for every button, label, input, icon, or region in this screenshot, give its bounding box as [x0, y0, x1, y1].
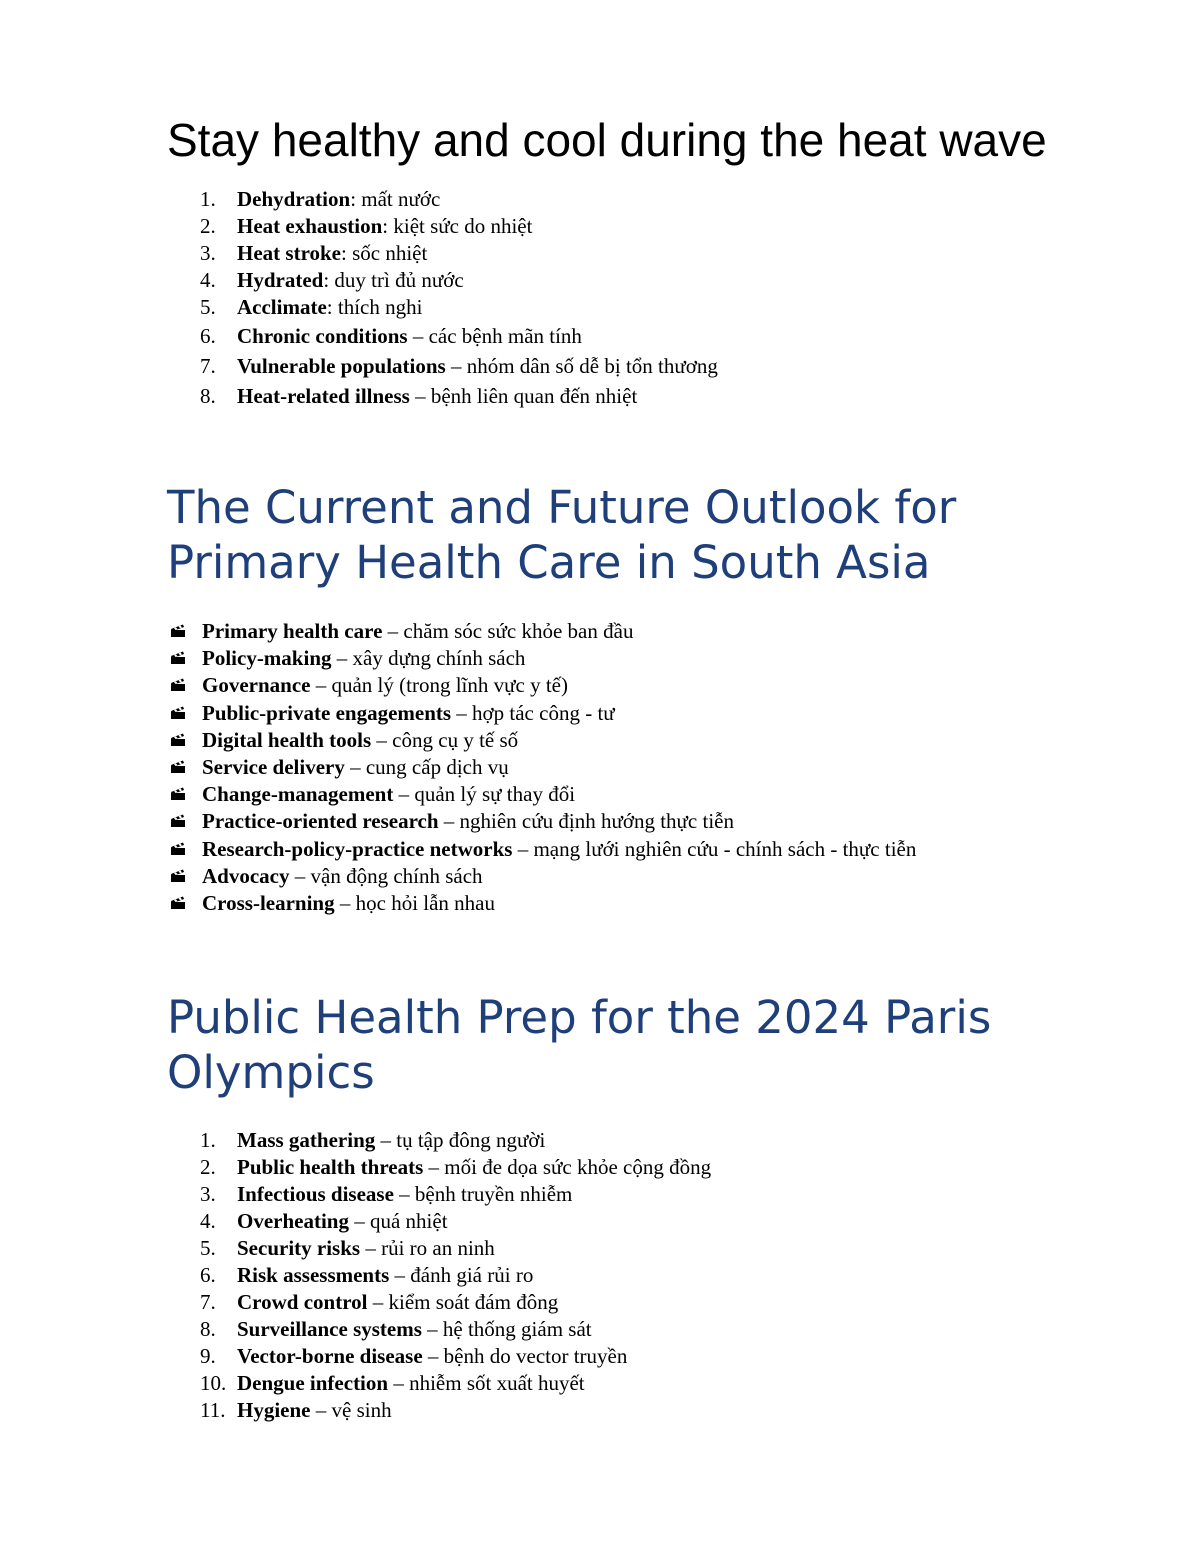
item-meaning: sốc nhiệt — [352, 241, 428, 265]
item-term: Heat stroke — [237, 241, 342, 265]
list-item — [168, 836, 916, 863]
item-number: 11. — [200, 1398, 226, 1422]
item-number: 4. — [200, 1209, 216, 1233]
item-meaning: rủi ro an ninh — [381, 1236, 495, 1260]
item-term: Dehydration — [237, 187, 351, 211]
item-number: 2. — [200, 1155, 216, 1179]
list-item — [168, 618, 916, 645]
list-item — [200, 1181, 711, 1208]
item-separator: : — [382, 214, 394, 238]
clapperboard-icon — [170, 814, 186, 828]
item-separator: – — [409, 384, 431, 408]
item-meaning: cung cấp dịch vụ — [365, 755, 509, 780]
item-separator: – — [348, 1209, 370, 1233]
list-item — [200, 1289, 711, 1316]
item-meaning: thích nghi — [337, 295, 423, 319]
item-meaning: mạng lưới nghiên cứu - chính sách - thực tiễn — [533, 836, 917, 861]
item-separator: – — [360, 1236, 382, 1260]
item-separator: : — [341, 241, 353, 265]
item-meaning: xây dựng chính sách — [352, 646, 526, 671]
item-number: 8. — [200, 384, 216, 408]
item-separator: – — [393, 782, 415, 807]
item-number: 1. — [200, 1128, 216, 1152]
item-term: Change-management — [202, 782, 394, 807]
item-term: Chronic conditions — [237, 324, 408, 348]
item-meaning: bệnh liên quan đến nhiệt — [430, 384, 638, 408]
item-number: 6. — [200, 1263, 216, 1287]
item-term: Cross-learning — [202, 891, 335, 916]
item-separator: – — [388, 1371, 410, 1395]
item-separator: – — [451, 700, 473, 725]
item-separator: – — [445, 354, 467, 378]
item-term: Advocacy — [202, 863, 290, 888]
item-separator: – — [344, 755, 366, 780]
item-term: Governance — [202, 673, 311, 698]
item-number: 5. — [200, 1236, 216, 1260]
clapperboard-icon — [170, 760, 186, 774]
list-item — [168, 808, 916, 835]
item-number: 3. — [200, 1182, 216, 1206]
list-item — [200, 1127, 711, 1154]
clapperboard-icon — [170, 896, 186, 910]
item-term: Public health threats — [237, 1155, 424, 1179]
item-term: Security risks — [237, 1236, 361, 1260]
item-number: 7. — [200, 354, 216, 378]
item-meaning: công cụ y tế số — [392, 727, 519, 752]
list-item — [200, 186, 718, 213]
item-number: 1. — [200, 187, 216, 211]
item-term: Hydrated — [237, 268, 324, 292]
item-number: 6. — [200, 324, 216, 348]
item-term: Dengue infection — [237, 1371, 389, 1395]
list-item — [200, 294, 718, 321]
item-separator: – — [389, 1263, 411, 1287]
item-separator: – — [375, 1128, 397, 1152]
list-item — [200, 1316, 711, 1343]
clapperboard-icon — [170, 624, 186, 638]
item-meaning: nhóm dân số dễ bị tổn thương — [466, 354, 718, 378]
list-item — [200, 1343, 711, 1370]
section3-title: Public Health Prep for the 2024 Paris Olympics — [167, 991, 992, 1099]
item-meaning: vận động chính sách — [310, 863, 483, 888]
item-term: Service delivery — [202, 755, 345, 780]
item-meaning: chăm sóc sức khỏe ban đầu — [403, 619, 634, 643]
item-meaning: bệnh truyền nhiễm — [414, 1182, 573, 1206]
item-term: Research-policy-practice networks — [202, 836, 513, 861]
clapperboard-icon — [170, 678, 186, 692]
section2-title: The Current and Future Outlook for Primary Health Care in South Asia — [167, 481, 957, 589]
item-separator: : — [326, 295, 338, 319]
item-separator: – — [407, 324, 429, 348]
item-separator: – — [382, 619, 404, 643]
item-meaning: duy trì đủ nước — [334, 268, 464, 292]
item-separator: – — [289, 863, 311, 888]
item-meaning: hệ thống giám sát — [442, 1317, 592, 1341]
clapperboard-icon — [170, 869, 186, 883]
list-item — [200, 351, 718, 381]
item-meaning: nghiên cứu định hướng thực tiễn — [459, 809, 734, 834]
item-meaning: bệnh do vector truyền — [443, 1344, 628, 1368]
item-meaning: tụ tập đông người — [396, 1128, 546, 1152]
list-item — [168, 890, 916, 917]
item-separator: : — [350, 187, 362, 211]
item-term: Vulnerable populations — [237, 354, 446, 378]
item-number: 3. — [200, 241, 216, 265]
item-meaning: kiểm soát đám đông — [388, 1290, 559, 1314]
list-item — [168, 781, 916, 808]
item-meaning: kiệt sức do nhiệt — [393, 214, 533, 238]
item-number: 7. — [200, 1290, 216, 1314]
list-item — [200, 240, 718, 267]
clapperboard-icon — [170, 651, 186, 665]
item-meaning: mối đe dọa sức khỏe cộng đồng — [444, 1155, 712, 1179]
item-separator: : — [323, 268, 335, 292]
primary-health-care-term-list — [168, 618, 916, 917]
list-item — [200, 267, 718, 294]
list-item — [200, 213, 718, 240]
item-term: Infectious disease — [237, 1182, 394, 1206]
item-term: Vector-borne disease — [237, 1344, 423, 1368]
list-item — [200, 1397, 711, 1424]
list-item — [200, 321, 718, 351]
item-separator: – — [310, 1398, 332, 1422]
item-term: Crowd control — [237, 1290, 368, 1314]
list-item — [168, 754, 916, 781]
item-meaning: nhiễm sốt xuất huyết — [409, 1371, 585, 1395]
list-item — [200, 1262, 711, 1289]
item-separator: – — [421, 1317, 443, 1341]
item-term: Acclimate — [237, 295, 327, 319]
section1-title: Stay healthy and cool during the heat wave — [167, 114, 1047, 166]
item-meaning: quản lý (trong lĩnh vực y tế) — [331, 673, 568, 698]
item-meaning: quản lý sự thay đổi — [414, 782, 576, 807]
item-term: Primary health care — [202, 619, 383, 643]
item-separator: – — [371, 727, 393, 752]
clapperboard-icon — [170, 733, 186, 747]
item-meaning: quá nhiệt — [369, 1209, 448, 1233]
item-meaning: đánh giá rủi ro — [410, 1263, 534, 1287]
item-meaning: vệ sinh — [331, 1398, 392, 1422]
item-term: Risk assessments — [237, 1263, 390, 1287]
item-number: 10. — [200, 1371, 227, 1395]
item-term: Policy-making — [202, 646, 332, 671]
clapperboard-icon — [170, 842, 186, 856]
list-item — [168, 727, 916, 754]
list-item — [200, 1235, 711, 1262]
item-number: 9. — [200, 1344, 216, 1368]
item-meaning: mất nước — [361, 187, 441, 211]
item-term: Heat-related illness — [237, 384, 410, 408]
item-meaning: hợp tác công - tư — [472, 700, 615, 725]
item-term: Overheating — [237, 1209, 349, 1233]
list-item — [200, 381, 718, 411]
item-number: 4. — [200, 268, 216, 292]
list-item — [168, 700, 916, 727]
item-number: 2. — [200, 214, 216, 238]
item-meaning: học hỏi lẫn nhau — [355, 891, 496, 916]
list-item — [168, 863, 916, 890]
item-term: Hygiene — [237, 1398, 311, 1422]
item-separator: – — [438, 809, 460, 834]
heat-wave-term-list — [200, 186, 718, 411]
item-separator: – — [310, 673, 332, 698]
item-separator: – — [367, 1290, 389, 1314]
list-item — [168, 672, 916, 699]
olympics-term-list — [200, 1127, 711, 1424]
item-separator: – — [393, 1182, 415, 1206]
clapperboard-icon — [170, 706, 186, 720]
list-item — [200, 1154, 711, 1181]
item-number: 8. — [200, 1317, 216, 1341]
item-separator: – — [331, 646, 353, 671]
item-term: Digital health tools — [202, 727, 372, 752]
item-term: Mass gathering — [237, 1128, 376, 1152]
item-separator: – — [422, 1344, 444, 1368]
item-meaning: các bệnh mãn tính — [428, 324, 582, 348]
item-term: Practice-oriented research — [202, 809, 439, 834]
list-item — [200, 1370, 711, 1397]
item-term: Public-private engagements — [202, 700, 452, 725]
item-number: 5. — [200, 295, 216, 319]
item-separator: – — [423, 1155, 445, 1179]
item-separator: – — [512, 836, 534, 861]
item-term: Heat exhaustion — [237, 214, 383, 238]
list-item — [200, 1208, 711, 1235]
item-separator: – — [334, 891, 356, 916]
clapperboard-icon — [170, 787, 186, 801]
list-item — [168, 645, 916, 672]
item-term: Surveillance systems — [237, 1317, 422, 1341]
